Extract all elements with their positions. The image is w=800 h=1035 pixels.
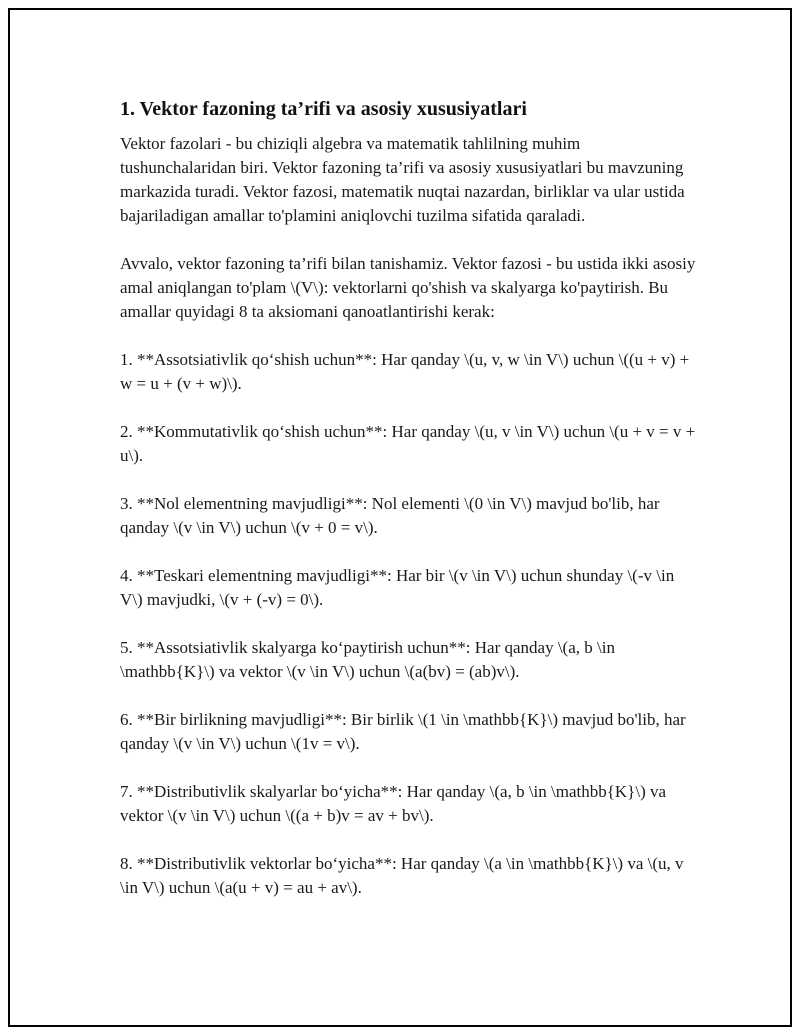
intro-paragraph: Vektor fazolari - bu chiziqli algebra va matematik tahlilning muhim tushunchalaridan biri. Vektor fazoning ta’rifi va asosiy xususiyatlari bu mavzuning markazida turadi. Vektor fazosi, matematik nuqtai nazardan, birliklar va ular ustida bajariladigan amallar to'plamini aniqlovchi tuzilma sifatida qaraladi.	[120, 134, 685, 225]
axiom-item: 6. **Bir birlikning mavjudligi**: Bir birlik \(1 \in \mathbb{K}\) mavjud bo'lib, har qanday \(v \in V\) uchun \(1v = v\).	[120, 710, 686, 753]
axiom-item: 3. **Nol elementning mavjudligi**: Nol elementi \(0 \in V\) mavjud bo'lib, har qanday \(v \in V\) uchun \(v + 0 = v\).	[120, 494, 660, 537]
page-title: 1. Vektor fazoning ta’rifi va asosiy xususiyatlari	[120, 98, 527, 120]
document-body	[120, 96, 700, 924]
axiom-item: 7. **Distributivlik skalyarlar bo‘yicha**: Har qanday \(a, b \in \mathbb{K}\) va vektor \(v \in V\) uchun \((a + b)v = av + bv\).	[120, 782, 667, 825]
axiom-item: 5. **Assotsiativlik skalyarga ko‘paytirish uchun**: Har qanday \(a, b \in \mathbb{K}\) va vektor \(v \in V\) uchun \(a(bv) = (ab)v\).	[120, 638, 615, 681]
axiom-item: 1. **Assotsiativlik qo‘shish uchun**: Har qanday \(u, v, w \in V\) uchun \((u + v) + w = u + (v + w)\).	[120, 350, 690, 393]
axiom-item: 2. **Kommutativlik qo‘shish uchun**: Har qanday \(u, v \in V\) uchun \(u + v = v + u\).	[120, 422, 696, 465]
page-frame	[8, 8, 792, 1027]
axiom-item: 4. **Teskari elementning mavjudligi**: Har bir \(v \in V\) uchun shunday \(-v \in V\) mavjudki, \(v + (-v) = 0\).	[120, 566, 675, 609]
definition-paragraph: Avvalo, vektor fazoning ta’rifi bilan tanishamiz. Vektor fazosi - bu ustida ikki asosiy amal aniqlangan to'plam \(V\): vektorlarni qo'shish va skalyarga ko'paytirish. Bu amallar quyidagi 8 ta aksiomani qanoatlantirishi kerak:	[120, 254, 696, 321]
axiom-item: 8. **Distributivlik vektorlar bo‘yicha**: Har qanday \(a \in \mathbb{K}\) va \(u, v \in V\) uchun \(a(u + v) = au + av\).	[120, 854, 684, 897]
